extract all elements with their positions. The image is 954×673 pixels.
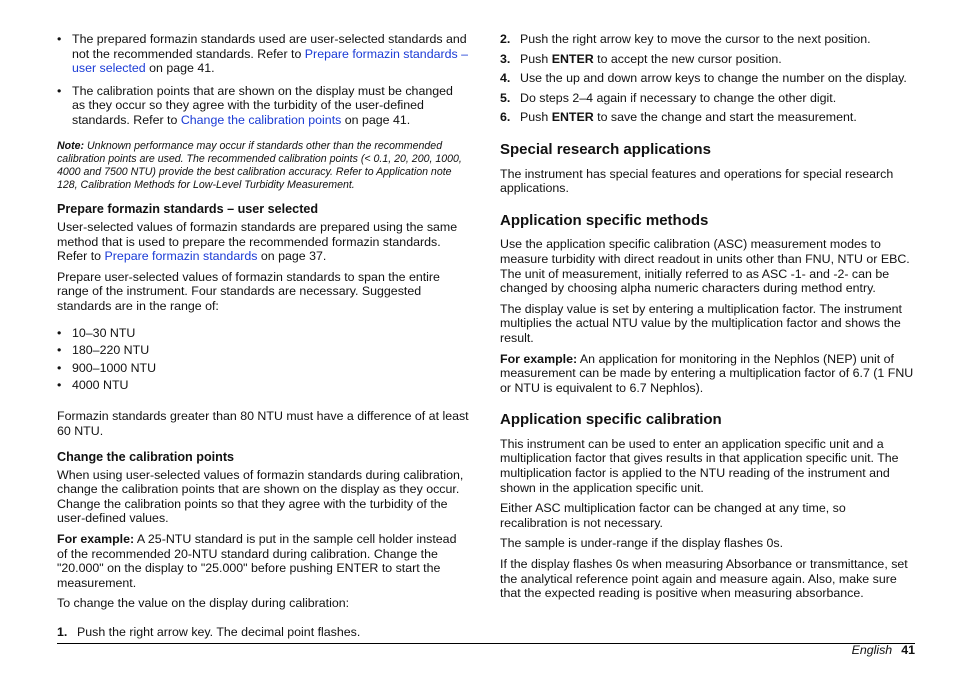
step-item: 6. Push ENTER to save the change and start the measurement. [500,110,857,125]
list-item: • 4000 NTU [57,378,469,393]
example-paragraph: For example: An application for monitoring in the Nephlos (NEP) unit of measurement can be made by entering a multiplication factor of 6.7 (1 FNU or NTU is equivalent to 6.7 Nephlos). [500,351,914,395]
step-item: 4. Use the up and down arrow keys to change the number on the display. [500,71,907,86]
footer-divider [57,643,915,644]
footer-language: English [851,643,893,657]
paragraph: Use the application specific calibration (ASC) measurement modes to measure turbidity with direct readout in units other than FNU, NTU or EBC. The unit of measurement, initially referred to as ASC -1- and -2- can be changed by choosing alpha numeric characters during method entry. [500,237,910,296]
left-column [57,32,469,645]
paragraph: The instrument has special features and operations for special research applications. [500,166,894,196]
paragraph: Either ASC multiplication factor can be changed at any time, so recalibration is not necessary. [500,501,846,530]
list-item: • The calibration points that are shown on the display must be changed as they occur so they agree with the turbidity of the user-defined standards. Refer to Change the calibration points on page 41. [57,84,469,128]
list-item: • 10–30 NTU [57,326,469,341]
paragraph: The sample is under-range if the display flashes 0s. [500,536,784,551]
link-change-calibration-points[interactable]: Change the calibration points [180,112,342,127]
paragraph: User-selected values of formazin standards are prepared using the same method that is used to prepare the recommended formazin standards. Refer to Prepare formazin standards on page 37. [57,219,458,264]
paragraph: If the display flashes 0s when measuring Absorbance or transmittance, set the analytical reference point again and measure again. Also, make sure that the expected reading is positive when measuring absorbance. [500,557,908,601]
heading-application-calibration: Application specific calibration [500,411,722,429]
step-number: 5. [500,90,511,105]
page-footer [852,643,915,658]
link-prepare-formazin-user[interactable]: Prepare formazin standards – user selected [72,46,469,76]
paragraph: To change the value on the display during calibration: [57,596,350,611]
note: Note: Unknown performance may occur if standards other than the recommended calibration points are used. The recommended calibration points (< 0.1, 20, 200, 1000, 4000 and 7500 NTU) provide the best calibration accuracy. Refer to Application note 128, Calibration Methods for Low-Level Turbidity Measurement. [57,139,462,192]
step-item: 5. Do steps 2–4 again if necessary to change the other digit. [500,90,837,105]
note-label: Note: [57,139,85,152]
step-item: 3. Push ENTER to accept the new cursor position. [500,51,782,66]
step-number: 6. [500,110,511,125]
range-list [57,326,469,393]
page-number: 41 [901,643,915,657]
list-item: • 900–1000 NTU [57,361,469,376]
link-prepare-formazin-standards[interactable]: Prepare formazin standards [104,249,258,264]
paragraph: Prepare user-selected values of formazin standards to span the entire range of the instrument. Four standards are necessary. Suggested standards are in the range of: [57,269,440,313]
example-label: For example: [500,351,578,366]
step-number: 1. [57,625,68,640]
heading-special-research: Special research applications [500,140,711,158]
list-item: • The prepared formazin standards used are user-selected standards and not the recommended standards. Refer to Prepare formazin standards – user selected on page 41. [57,32,469,76]
example-label: For example: [57,532,135,547]
list-item: • 180–220 NTU [57,343,469,358]
heading-prepare-formazin-user: Prepare formazin standards – user selected [57,202,319,217]
paragraph: Formazin standards greater than 80 NTU must have a difference of at least 60 NTU. [57,408,469,438]
step-number: 4. [500,71,511,86]
step-item: 1. Push the right arrow key. The decimal point flashes. [57,625,361,640]
paragraph: When using user-selected values of formazin standards during calibration, change the calibration points that are shown on the display as they occur. Change the calibration points so that they agree with the turbidity of the user-defined values. [57,467,464,526]
heading-application-methods: Application specific methods [500,211,709,229]
heading-change-calibration-points: Change the calibration points [57,450,235,465]
example-paragraph: For example: A 25-NTU standard is put in the sample cell holder instead of the recommended 20-NTU standard during calibration. Change the "20.000" on the display to "25.000" before pushing ENTER to start the measurement. [57,532,457,590]
step-item: 2. Push the right arrow key to move the cursor to the next position. [500,32,871,46]
step-number: 3. [500,51,511,66]
paragraph: This instrument can be used to enter an application specific unit and a multiplication factor that gives results in that application specific unit. The multiplication factor is applied to the NTU reading of the instrument and shown in the application specific unit. [500,436,899,495]
paragraph: The display value is set by entering a multiplication factor. The instrument multiplies the actual NTU value by the multiplication factor and shows the result. [500,301,902,345]
right-column [500,32,916,607]
step-number: 2. [500,32,511,46]
